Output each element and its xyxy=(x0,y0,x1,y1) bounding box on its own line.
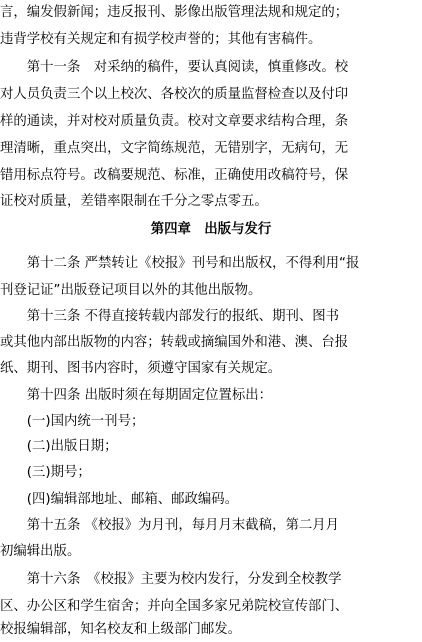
list-item: (一)国内统一刊号； xyxy=(0,414,145,429)
text-line: 刊登记证”出版登记项目以外的其他出版物。 xyxy=(0,283,262,298)
text-line: 样的通读，并对校对质量负责。校对文章要求结构合理，条 xyxy=(0,114,349,129)
text-line: 第十一条 对采纳的稿件，要认真阅读，慎重修改。校 xyxy=(0,60,349,75)
text-line: 证校对质量，差错率限制在千分之零点零五。 xyxy=(0,194,268,209)
text-line: 第十六条 《校报》主要为校内发行，分发到全校教学 xyxy=(0,572,342,587)
text-line: 错用标点符号。改稿要规范、标准，正确使用改稿符号，保 xyxy=(0,168,349,183)
text-line: 纸、期刊、图书内容时，须遵守国家有关规定。 xyxy=(0,361,282,376)
text-line: 初编辑出版。 xyxy=(0,544,81,559)
text-line: 违背学校有关规定和有损学校声誉的；其他有害稿件。 xyxy=(0,32,322,47)
list-item: (四)编辑部地址、邮箱、邮政编码。 xyxy=(0,492,239,507)
text-line: 校报编辑部，知名校友和上级部门邮发。 xyxy=(0,622,242,637)
text-line: 第十四条 出版时须在每期固定位置标出： xyxy=(0,388,273,403)
list-item: (三)期号； xyxy=(0,465,91,480)
text-line: 区、办公区和学生宿舍；并向全国多家兄弟院校宣传部门、 xyxy=(0,599,349,614)
list-item: (二)出版日期； xyxy=(0,439,118,454)
chapter-heading: 第四章 出版与发行 xyxy=(150,222,272,237)
text-line: 言，编发假新闻；违反报刊、影像出版管理法规和规定的； xyxy=(0,5,349,20)
text-line: 理清晰，重点突出，文字简练规范，无错别字，无病句，无 xyxy=(0,141,349,156)
text-line: 对人员负责三个以上校次、各校次的质量监督检查以及付印 xyxy=(0,87,349,102)
text-line: 第十三条 不得直接转载内部发行的报纸、期刊、图书 xyxy=(0,309,340,324)
text-line: 第十五条 《校报》为月刊，每月月末截稿，第二月月 xyxy=(0,518,340,533)
text-line: 第十二条 严禁转让《校报》刊号和出版权，不得利用“报 xyxy=(0,256,360,271)
text-line: 或其他内部出版物的内容；转载或摘编国外和港、澳、台报 xyxy=(0,335,349,350)
